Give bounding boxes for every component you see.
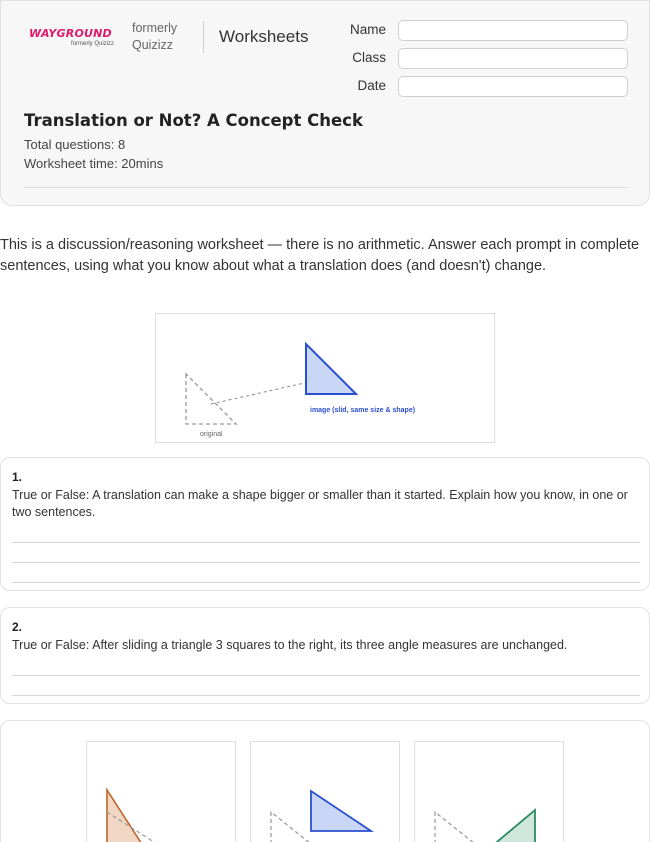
dashed-triangle xyxy=(435,812,485,842)
question-text: True or False: A translation can make a shape bigger or smaller than it started. Explain how you know, in one or two sentences. xyxy=(12,488,628,519)
question-number: 1. xyxy=(12,470,23,484)
section-title: Worksheets xyxy=(219,27,309,46)
worksheet-header xyxy=(0,0,650,206)
worksheet-time: Worksheet time: 20mins xyxy=(24,156,164,171)
header-rule xyxy=(24,187,628,188)
answer-line[interactable] xyxy=(12,675,640,676)
figure-panel-c xyxy=(414,741,564,842)
formerly-quizizz-text: formerly Quizizz xyxy=(132,21,178,52)
date-input[interactable] xyxy=(398,76,628,97)
name-label: Name xyxy=(349,22,386,37)
logo-wordmark: WAYGROUND xyxy=(29,27,112,40)
answer-line[interactable] xyxy=(12,582,640,583)
total-questions: Total questions: 8 xyxy=(24,137,126,152)
answer-line[interactable] xyxy=(12,562,640,563)
question-card-2 xyxy=(0,607,650,704)
class-label: Class xyxy=(352,50,386,65)
wayground-logo xyxy=(29,27,119,49)
figure-panel-a xyxy=(86,741,236,842)
intro-paragraph: This is a discussion/reasoning worksheet — there is no arithmetic. Answer each prompt in complete sentences, using what you know about what a translation does (and doesn't) change. xyxy=(0,237,640,274)
original-triangle xyxy=(186,374,236,424)
answer-line[interactable] xyxy=(12,542,640,543)
answer-line[interactable] xyxy=(12,695,640,696)
image-label: image (slid, same size & shape) xyxy=(310,407,416,414)
figure-panel-b xyxy=(250,741,400,842)
question-card-1 xyxy=(0,457,650,591)
question-number: 2. xyxy=(12,620,23,634)
date-label: Date xyxy=(357,78,386,93)
green-triangle xyxy=(485,810,535,842)
image-triangle xyxy=(306,344,356,394)
original-label: original xyxy=(200,431,223,438)
question-text: True or False: After sliding a triangle 3 squares to the right, its three angle measures are unchanged. xyxy=(12,638,568,652)
logo-subtext: formerly Quizizz xyxy=(71,41,115,47)
translation-figure xyxy=(155,313,495,443)
header-divider xyxy=(203,21,204,53)
name-input[interactable] xyxy=(398,20,628,41)
worksheet-title: Translation or Not? A Concept Check xyxy=(24,111,363,130)
blue-triangle xyxy=(311,791,371,831)
class-input[interactable] xyxy=(398,48,628,69)
